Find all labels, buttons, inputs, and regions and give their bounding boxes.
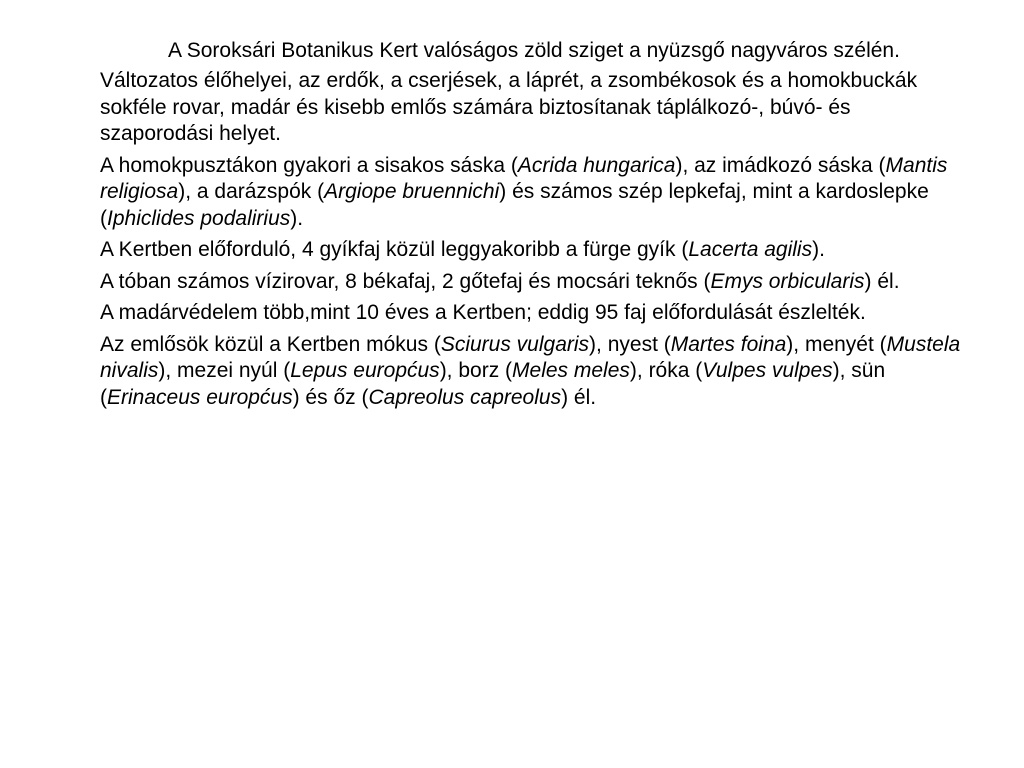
- text-run: ), a darázspók (: [178, 180, 325, 203]
- text-run: ), mezei nyúl (: [158, 359, 291, 382]
- text-run: ).: [812, 238, 825, 261]
- species-name: Vulpes vulpes: [702, 359, 833, 382]
- slide-content: [100, 38, 968, 416]
- text-run: ) él.: [864, 269, 900, 293]
- paragraph-lizards: [100, 237, 968, 264]
- species-name: Mustela nivalis: [100, 332, 961, 382]
- text-run: ), róka (: [629, 359, 703, 382]
- species-name: Lepus europćus: [290, 359, 440, 382]
- text-run: ) és számos szép lepkefaj, mint a kardoslepke (: [100, 180, 929, 230]
- species-name: Iphiclides podalirius: [107, 206, 291, 230]
- species-name: Mantis religiosa: [100, 153, 948, 203]
- text-run: A homokpusztákon gyakori a sisakos sáska (: [100, 153, 518, 177]
- paragraph-pond: [100, 269, 968, 296]
- text-run: ).: [290, 206, 304, 230]
- species-name: Sciurus vulgaris: [440, 332, 590, 356]
- species-name: Acrida hungarica: [517, 153, 676, 177]
- species-name: Martes foina: [670, 332, 787, 356]
- paragraph-habitats: Változatos élőhelyei, az erdők, a cserjések, a láprét, a zsombékosok és a homokbuckák sokféle rovar, madár és kisebb emlős számára biztosítanak táplálkozó-, búvó- és szaporodási helyet.: [100, 69, 918, 145]
- text-run: ), borz (: [439, 359, 513, 382]
- species-name: Argiope bruennichi: [324, 180, 500, 203]
- species-name: Meles meles: [512, 359, 630, 382]
- text-run: ), nyest (: [589, 332, 671, 356]
- paragraph-insects: [100, 153, 968, 233]
- text-run: A tóban számos vízirovar, 8 békafaj, 2 gőtefaj és mocsári teknős (: [100, 269, 711, 293]
- text-run: ) él.: [561, 385, 597, 409]
- paragraph-mammals: [100, 332, 968, 412]
- slide-title: A Soroksári Botanikus Kert valóságos zöld sziget a nyüzsgő nagyváros szélén.: [168, 39, 900, 62]
- species-name: Lacerta agilis: [688, 238, 813, 261]
- text-run: A Kertben előforduló, 4 gyíkfaj közül leggyakoribb a fürge gyík (: [100, 238, 689, 261]
- text-run: ), sün (: [100, 359, 886, 409]
- text-run: Az emlősök közül a Kertben mókus (: [100, 332, 441, 356]
- species-name: Erinaceus europćus: [107, 385, 293, 409]
- text-run: ), menyét (: [786, 332, 887, 356]
- species-name: Emys orbicularis: [710, 269, 865, 293]
- text-run: ), az imádkozó sáska (: [675, 153, 886, 177]
- paragraph-birds: A madárvédelem több,mint 10 éves a Kertben; eddig 95 faj előfordulását észlelték.: [100, 301, 866, 324]
- species-name: Capreolus capreolus: [368, 385, 562, 409]
- text-run: ) és őz (: [292, 385, 369, 409]
